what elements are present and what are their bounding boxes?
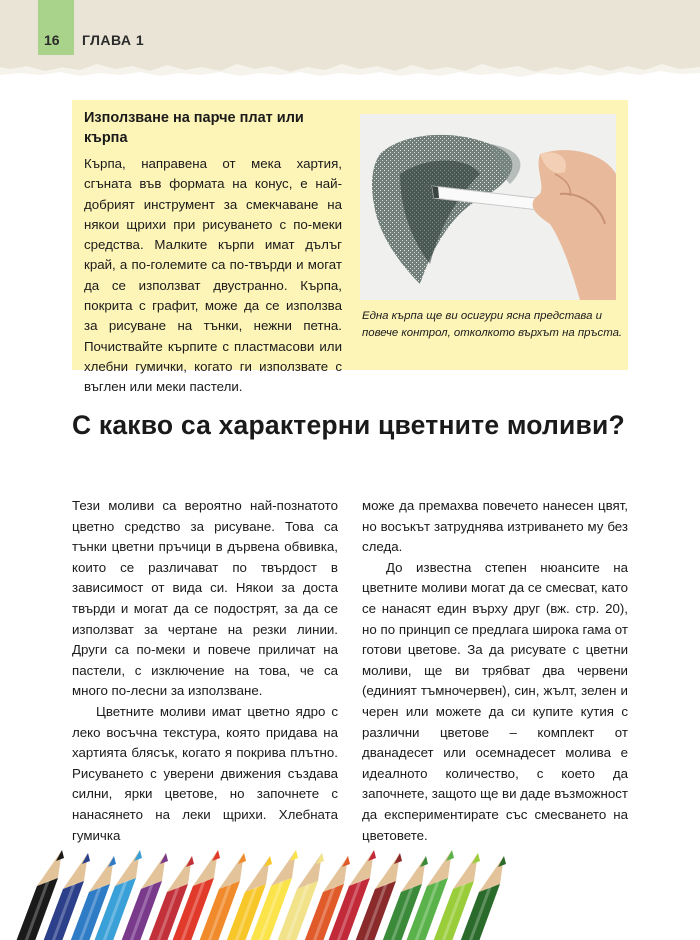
page-number: 16: [44, 32, 60, 48]
paragraph: Цветните моливи имат цветно ядро с леко восъчна текстура, която придава на хартията блясък, когато я покрива плътно. Рисуването с уверени движения създава силни, ярки цветове, но започнете с нанасянето на леки щрихи. Хлебната гумичка: [72, 703, 338, 843]
left-column: [72, 496, 338, 846]
image-caption: Една кърпа ще ви осигури ясна представа и повече контрол, отколкото върхът на пръста.: [362, 310, 623, 339]
tip-body: Кърпа, направена от мека хартия, сгъната във формата на конус, е най-добрият инструмент за смекчаване на някои щрихи при рисуването с по-меки средства. Малките кърпи имат дълъг край, а по-големите са по-твърди и могат да се използват двустранно. Кърпа, покрита с графит, може да се използва за рисуване на тънки, нежни петна. Почиствайте кърпите с пластмасови или хлебни гумички, когато ги използвате с въглен или меки пастели.: [84, 156, 342, 395]
right-column: [362, 496, 628, 846]
tip-title: Използване на парче плат или кърпа: [84, 110, 304, 146]
paragraph: Тези моливи са вероятно най-познатото цветно средство за рисуване. Това са тънки цветни пръчици в дървена обвивка, които се различават по твърдост в зависимост от вида си. Някои за доста твърди и могат да се подострят, за да се използват за чертане на резки линии. Други са по-меки и повече приличат на пастели, с изключение на това, че са много по-лесни за използване.: [72, 498, 338, 699]
blending-illustration: [360, 114, 616, 300]
section-heading: С какво са характерни цветните моливи?: [72, 410, 625, 440]
torn-paper-edge: [0, 55, 700, 85]
paragraph: може да премахва повечето нанесен цвят, но восъкът затруднява изтриването му без следа.: [362, 498, 628, 555]
tip-box: [72, 100, 628, 395]
paragraph: До известна степен нюансите на цветните моливи могат да се смесват, като се нанасят един върху друг (вж. стр. 20), но по принцип се предлага широка гама от готови цветове. За да рисувате с цветни моливи, ще ви трябват два червени (единият тъмночервен), син, жълт, зелен и черен или можете да си купите кутия с различни цветове – комплект от дванадесет или осемнадесет молива е идеалното количество, с което да започнете, защото ще ви даде възможност да експериментирате със смесването на цветовете.: [362, 559, 629, 843]
colored-pencils-image: [0, 840, 700, 940]
chapter-title: ГЛАВА 1: [82, 32, 145, 48]
